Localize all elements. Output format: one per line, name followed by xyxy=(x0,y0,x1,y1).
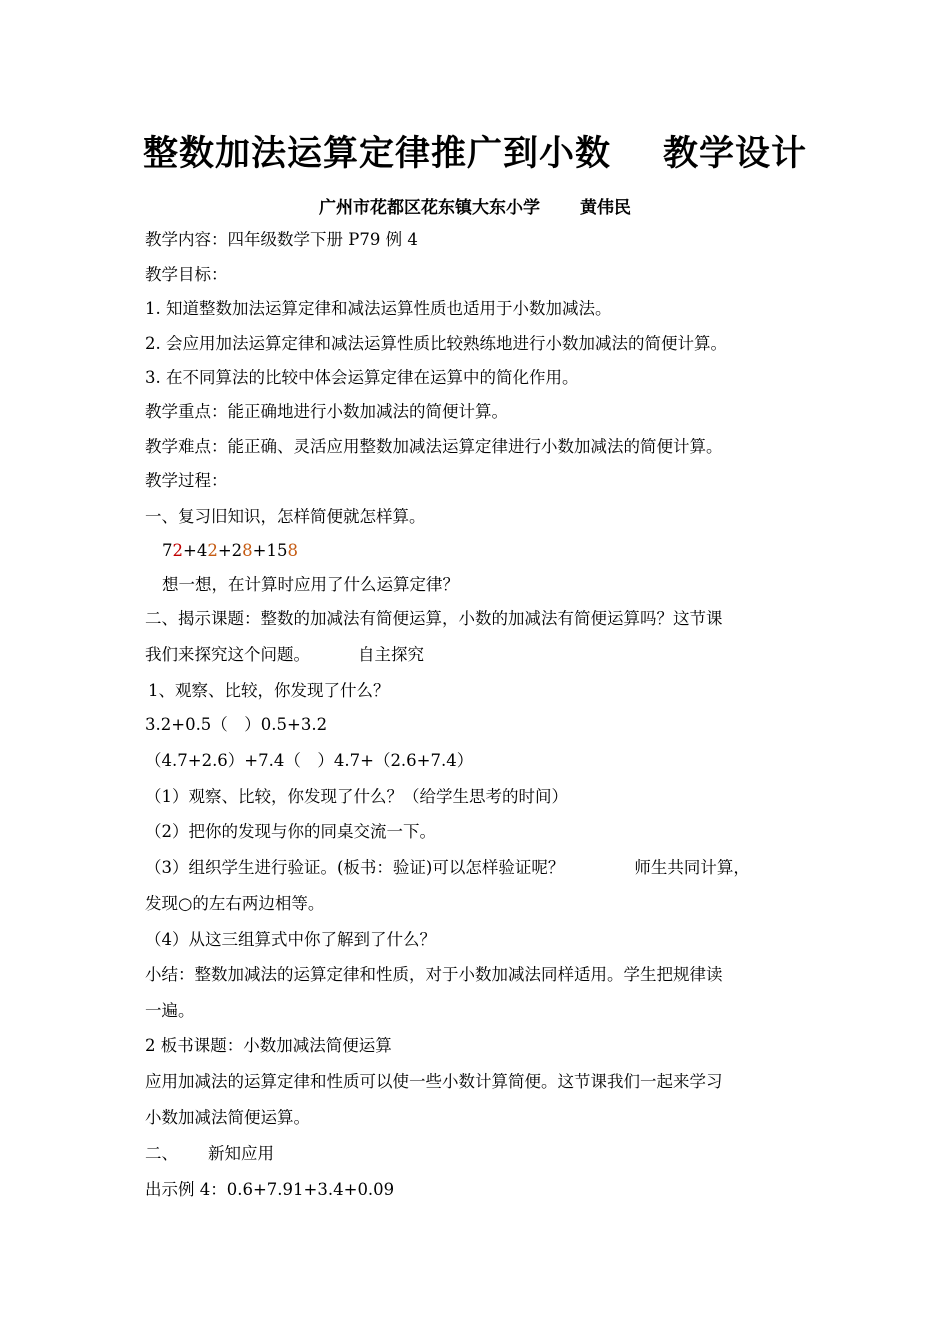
example-4: 出示例 4：0.6+7.91+3.4+0.09 xyxy=(145,1180,395,1199)
sub-step-2: （2）把你的发现与你的同桌交流一下。 xyxy=(145,822,436,841)
think-question: 想一想，在计算时应用了什么运算定律？ xyxy=(162,575,459,594)
key-point: 教学重点：能正确地进行小数加减法的简便计算。 xyxy=(145,402,508,421)
author-school: 广州市花都区花东镇大东小学 xyxy=(319,198,540,218)
section-review: 一、复习旧知识，怎样简便就怎样算。 xyxy=(145,507,426,526)
difficult-point: 教学难点：能正确、灵活应用整数加减法运算定律进行小数加减法的简便计算。 xyxy=(145,437,723,456)
topic-intro: 应用加减法的运算定律和性质可以使一些小数计算简便。这节课我们一起来学习 xyxy=(145,1072,723,1091)
expression-2: （4.7+2.6）+7.4（ ）4.7+（2.6+7.4） xyxy=(145,751,474,770)
goals-heading: 教学目标： xyxy=(145,265,228,284)
section-new-knowledge: 二、 新知应用 xyxy=(145,1144,274,1163)
teaching-content: 教学内容：四年级数学下册 P79 例 4 xyxy=(145,230,418,249)
sub-step-4: （4）从这三组算式中你了解到了什么？ xyxy=(145,930,436,949)
section-reveal-topic: 二、揭示课题：整数的加减法有简便运算，小数的加减法有简便运算吗？这节课 xyxy=(145,609,723,628)
topic-intro-cont: 小数加减法简便运算。 xyxy=(145,1108,310,1127)
section-reveal-topic-cont: 我们来探究这个问题。 自主探究 xyxy=(145,645,424,664)
step-observe: 1、观察、比较，你发现了什么？ xyxy=(148,681,390,700)
summary: 小结：整数加减法的运算定律和性质，对于小数加减法同样适用。学生把规律读 xyxy=(145,965,723,984)
goal-2: 2. 会应用加法运算定律和减法运算性质比较熟练地进行小数加减法的简便计算。 xyxy=(145,334,727,353)
author-line xyxy=(0,193,950,218)
author-name: 黄伟民 xyxy=(580,198,631,218)
title-suffix: 教学设计 xyxy=(663,134,808,174)
expression-1: 3.2+0.5（ ）0.5+3.2 xyxy=(145,715,328,734)
process-heading: 教学过程： xyxy=(145,471,228,490)
summary-cont: 一遍。 xyxy=(145,1001,195,1020)
sub-step-1: （1）观察、比较，你发现了什么？（给学生思考的时间） xyxy=(145,787,568,806)
sub-step-3: （3）组织学生进行验证。(板书：验证)可以怎样验证呢？ 师生共同计算， xyxy=(145,858,750,877)
review-expression: 72+42+28+158 xyxy=(162,541,298,560)
goal-3: 3. 在不同算法的比较中体会运算定律在运算中的简化作用。 xyxy=(145,368,579,387)
document-title xyxy=(0,126,950,176)
title-main: 整数加法运算定律推广到小数 xyxy=(142,134,611,174)
goal-1: 1. 知道整数加法运算定律和减法运算性质也适用于小数加减法。 xyxy=(145,299,612,318)
sub-step-3-cont: 发现○的左右两边相等。 xyxy=(145,894,325,913)
board-topic: 2 板书课题：小数加减法简便运算 xyxy=(145,1036,392,1055)
